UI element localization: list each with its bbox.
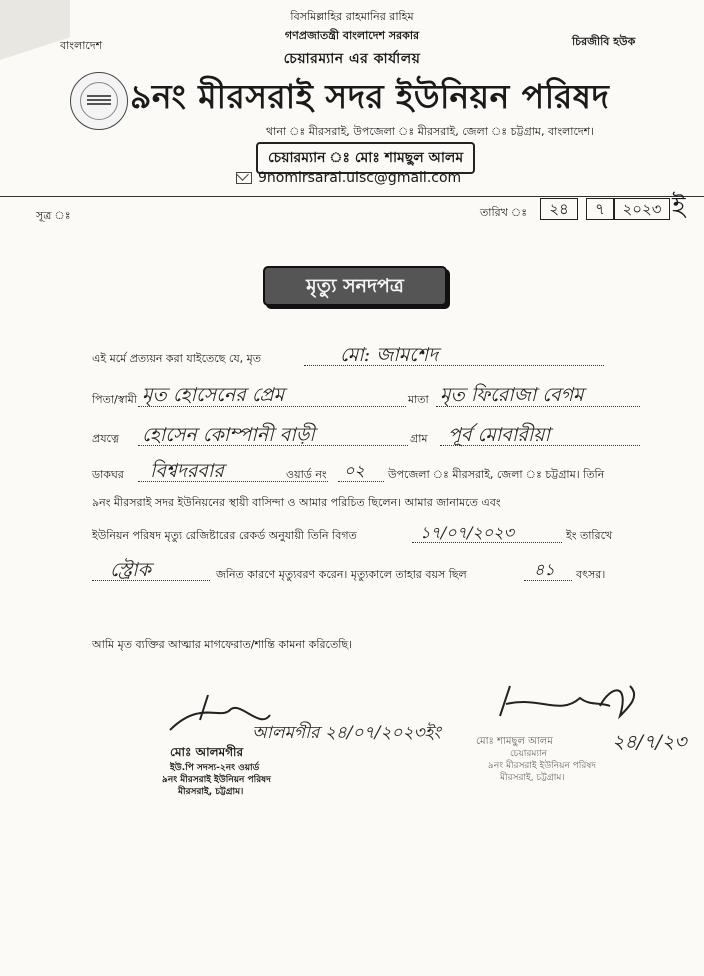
union-seal-icon [70, 72, 128, 130]
right-signer-place: মীরসরাই, চট্টগ্রাম। [500, 773, 565, 783]
date-label: তারিখ ঃ [480, 206, 528, 219]
union-title: ৯নং মীরসরাই সদর ইউনিয়ন পরিষদ [130, 77, 610, 116]
email-address: 9nomirsarai.uisc@gmail.com [258, 170, 462, 186]
right-signer-union: ৯নং মীরসরাই ইউনিয়ন পরিষদ [488, 761, 597, 771]
right-signer-name: মোঃ শামছুল আলম [476, 736, 553, 747]
ward-value: ০২ [344, 461, 365, 480]
father-name: মৃত হোসেনের প্রেম [142, 384, 285, 406]
cause-suffix-text: জনিত কারণে মৃত্যুবরণ করেন। মৃত্যুকালে তাহার বয়স ছিল [216, 568, 467, 581]
line-intro: এই মর্মে প্রত্যয়ন করা যাইতেছে যে, মৃত [92, 352, 262, 365]
left-signature-text: আলমগীর ২৪/০৭/২০২৩ইং [252, 723, 441, 743]
reference-label: সূত্র ঃ [36, 209, 71, 222]
deceased-name: মো: জামশেদ [340, 344, 439, 366]
bismillah-line: বিসমিল্লাহির রাহমানির রাহিম [290, 10, 414, 23]
date-suffix-handwritten: ই [672, 192, 686, 222]
post-value: বিশ্বদরবার [150, 460, 224, 482]
certificate-title: মৃত্যু সনদপত্র [263, 266, 447, 306]
ward-label: ওয়ার্ড নং [286, 468, 327, 481]
office-title: চেয়ারম্যান এর কার্যালয় [283, 51, 421, 67]
left-signer-union: ৯নং মীরসরাই ইউনিয়ন পরিষদ [162, 775, 271, 785]
address-line: থানা ঃ মীরসরাই, উপজেলা ঃ মীরসরাই, জেলা ঃ চট্টগ্রাম, বাংলাদেশ। [266, 125, 595, 138]
email-row [236, 170, 461, 186]
long-live-label: চিরজীবি হউক [572, 35, 636, 48]
left-signer-name: মোঃ আলমগীর [170, 745, 244, 759]
cause-of-death: স্ট্রোক [110, 559, 151, 581]
age-value: ৪১ [534, 560, 555, 579]
envelope-icon [236, 172, 252, 184]
left-signer-role: ইউ.পি সদস্য-২নং ওয়ার্ড [170, 763, 260, 773]
mother-name: মৃত ফিরোজা বেগম [440, 384, 584, 406]
date-year-box: ২০২৩ [614, 198, 670, 220]
village-value: পূর্ব মোবারীয়া [448, 424, 550, 446]
eng-date-label: ইং তারিখে [566, 529, 613, 542]
prayer-line: আমি মৃত ব্যক্তির আত্মার মাগফেরাত/শান্তি কামনা করিতেছি। [92, 638, 352, 651]
upazila-district-text: উপজেলা ঃ মীরসরাই, জেলা ঃ চট্টগ্রাম। তিনি [388, 468, 605, 481]
country-label: বাংলাদেশ [60, 39, 103, 52]
date-day-box: ২৪ [540, 198, 578, 220]
right-signature-icon [480, 676, 690, 736]
age-suffix: বৎসর। [576, 568, 606, 581]
care-of-value: হোসেন কোম্পানী বাড়ী [142, 424, 315, 446]
date-month-box: ৭ [586, 198, 614, 220]
line-resident: ৯নং মীরসরাই সদর ইউনিয়নের স্থায়ী বাসিন্দা ও আমার পরিচিত ছিলেন। আমার জানামতে এবং [92, 496, 501, 509]
government-line: গণপ্রজাতন্ত্রী বাংলাদেশ সরকার [284, 29, 420, 42]
chairman-box: চেয়ারম্যান ঃ মোঃ শামছুল আলম [256, 142, 475, 174]
header-divider [0, 196, 704, 197]
father-label: পিতা/স্বামী [92, 393, 137, 406]
village-label: গ্রাম [410, 432, 428, 445]
left-signer-place: মীরসরাই, চট্টগ্রাম। [178, 787, 244, 797]
death-date: ১৭/০৭/২০২৩ [420, 523, 514, 542]
post-label: ডাকঘর [92, 468, 124, 481]
mother-label: মাতা [408, 393, 429, 406]
care-of-label: প্রযত্নে [92, 432, 120, 445]
right-signer-role: চেয়ারম্যান [510, 749, 547, 759]
right-signature-date: ২৪/৭/২৩ [612, 731, 687, 753]
line-register: ইউনিয়ন পরিষদ মৃত্যু রেজিষ্টারের রেকর্ড অনুযায়ী তিনি বিগত [92, 529, 357, 542]
